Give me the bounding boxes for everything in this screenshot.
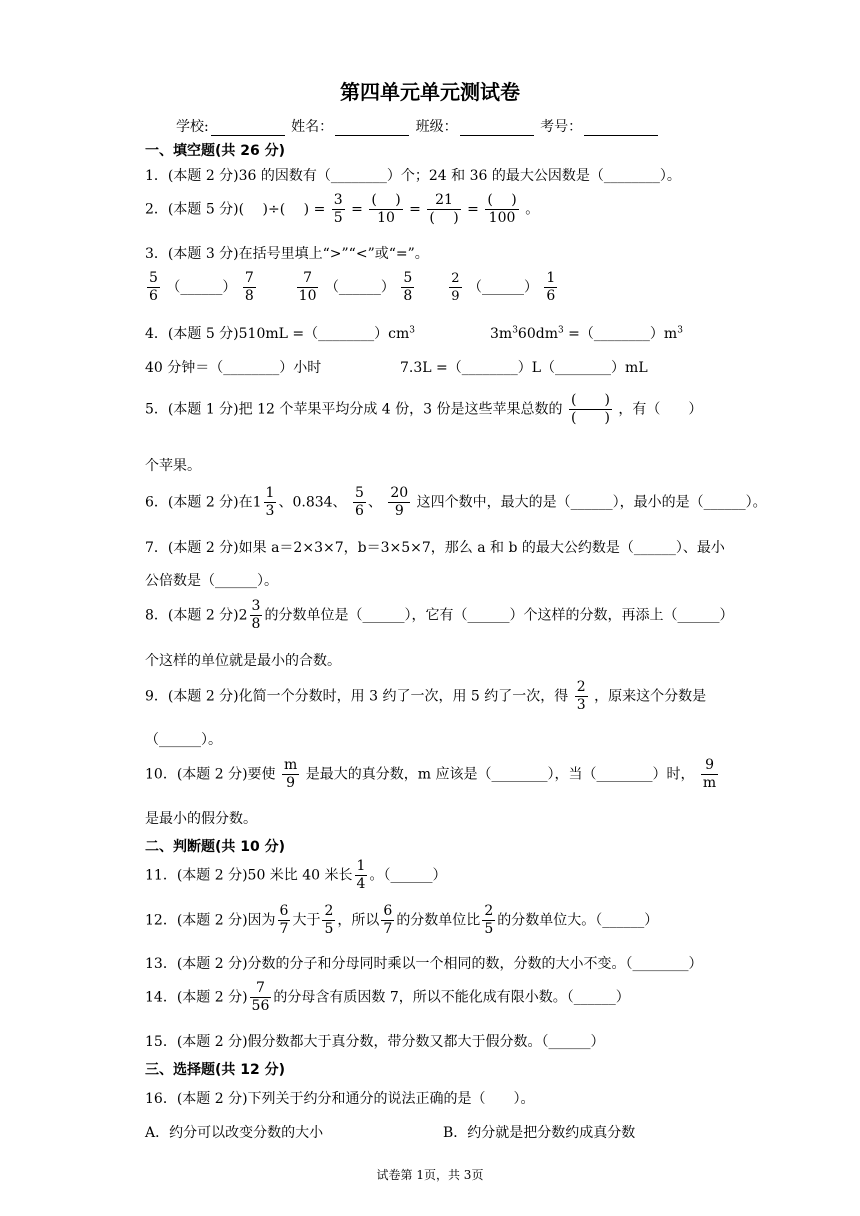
student-info (176, 116, 660, 136)
fraction-denominator: 7 (279, 921, 289, 937)
question-8 (145, 598, 733, 633)
fraction-numerator: ( ) (487, 192, 517, 208)
q4-part-a: 4．(本题 5 分)510mL =（________）cm (145, 326, 410, 342)
question-14 (145, 980, 630, 1015)
question-4-line2-a: 40 分钟＝（________）小时 (145, 360, 322, 376)
fraction-denominator: 8 (403, 288, 413, 304)
fraction-denominator: ( ) (570, 410, 610, 426)
fraction-denominator: 9 (451, 289, 460, 304)
fraction-numerator: 7 (250, 980, 272, 998)
fraction-numerator: 7 (297, 270, 319, 288)
q11-text: 11．(本题 2 分)50 米比 40 米长 (145, 867, 353, 884)
superscript: 3 (409, 325, 415, 336)
page-title: 第四单元单元测试卷 (340, 80, 520, 104)
equals-sign: = (467, 201, 479, 218)
fraction-denominator: 3 (576, 697, 586, 713)
fraction-denominator: 6 (546, 288, 556, 304)
fraction-denominator: 10 (298, 288, 317, 304)
question-12 (145, 903, 658, 938)
q12-text-e: 的分数单位大。（______） (497, 912, 659, 929)
q4-b2: 60dm (517, 326, 558, 342)
fraction-numerator: 6 (279, 903, 289, 919)
question-9-cont: （______）。 (145, 732, 222, 748)
equals-sign: = (351, 201, 363, 218)
q12-text: 12．(本题 2 分)因为 (145, 912, 276, 929)
section-true-false: 二、判断题(共 10 分) (145, 839, 286, 855)
question-3: 3．(本题 3 分)在括号里填上“>”“<”或“=”。 (145, 246, 429, 262)
q14-text-b: 的分母含有质因数 7，所以不能化成有限小数。（______） (273, 989, 630, 1006)
question-16: 16．(本题 2 分)下列关于约分和通分的说法正确的是（ ）。 (145, 1091, 535, 1107)
school-blank[interactable] (211, 121, 285, 136)
page-footer: 试卷第 1页，共 3页 (376, 1168, 484, 1182)
q8-text-b: 的分数单位是（______），它有（______）个这样的分数，再添上（______） (264, 607, 734, 624)
name-label: 姓名： (291, 119, 334, 135)
fraction-denominator: 7 (383, 921, 393, 937)
superscript: 3 (512, 325, 518, 336)
q16-option-b[interactable]: B．约分就是把分数约成真分数 (443, 1125, 636, 1141)
fraction-denominator: 6 (355, 503, 364, 519)
q9-text: 9．(本题 2 分)化简一个分数时，用 3 约了一次，用 5 约了一次，得 (145, 688, 569, 705)
section-multiple-choice: 三、选择题(共 12 分) (145, 1062, 286, 1078)
superscript: 3 (677, 325, 683, 336)
q10-text: 10．(本题 2 分)要使 (145, 766, 276, 783)
fraction-numerator: ( ) (570, 392, 610, 408)
exam-no-blank[interactable] (584, 121, 658, 136)
fraction-numerator: 3 (333, 192, 343, 208)
name-blank[interactable] (335, 121, 409, 136)
section-fill-blank: 一、填空题(共 26 分) (145, 143, 286, 159)
question-5-cont: 个苹果。 (145, 458, 201, 474)
fraction-denominator: 8 (251, 616, 261, 632)
q12-text-c: ，所以 (337, 912, 380, 929)
question-1: 1．(本题 2 分)36 的因数有（________）个；24 和 36 的最大公因数是（________）。 (145, 168, 681, 184)
q10-text-b: 是最大的真分数，m 应该是（________），当（________）时， (305, 766, 695, 783)
q11-text-b: 。（______） (369, 867, 447, 884)
question-15: 15．(本题 2 分)假分数都大于真分数，带分数又都大于假分数。（______） (145, 1034, 605, 1050)
question-13: 13．(本题 2 分)分数的分子和分母同时乘以一个相同的数，分数的大小不变。（________） (145, 956, 703, 972)
q12-text-d: 的分数单位比 (396, 912, 481, 929)
superscript: 3 (557, 325, 564, 336)
q9-text-b: ，原来这个分数是 (594, 688, 707, 705)
question-4-part-b (490, 323, 683, 343)
fraction-numerator: 9 (701, 757, 718, 775)
fraction-numerator: 3 (251, 598, 261, 614)
compare-blank[interactable]: （______） (324, 279, 395, 296)
class-blank[interactable] (460, 121, 534, 136)
fraction-denominator: 4 (356, 876, 366, 892)
compare-blank[interactable]: （______） (166, 279, 237, 296)
fraction-numerator: 2 (484, 903, 494, 919)
fraction-denominator: 8 (244, 288, 254, 304)
question-11 (145, 858, 446, 893)
q2-text: 2．(本题 5 分)( )÷( ) = (145, 201, 326, 218)
fraction-numerator: 20 (390, 485, 409, 501)
fraction-numerator: m (284, 757, 298, 773)
fraction-denominator: 9 (286, 775, 296, 791)
fraction-numerator: 5 (403, 270, 413, 286)
fraction-numerator: 2 (576, 679, 586, 695)
equals-sign: = (409, 201, 421, 218)
q8-text: 8．(本题 2 分)2 (145, 607, 248, 624)
fraction-numerator: 5 (149, 270, 158, 286)
fraction-denominator: 5 (333, 210, 343, 226)
q2-end: 。 (525, 201, 540, 218)
question-4 (145, 323, 415, 343)
question-10-cont: 是最小的假分数。 (145, 811, 257, 827)
class-label: 班级： (415, 119, 458, 135)
question-8-cont: 个这样的单位就是最小的合数。 (145, 653, 341, 669)
fraction-numerator: 7 (244, 270, 254, 286)
fraction-numerator: 6 (383, 903, 393, 919)
compare-blank[interactable]: （______） (467, 279, 538, 296)
fraction-numerator: 1 (546, 270, 556, 286)
fraction-denominator: 5 (324, 921, 334, 937)
fraction-numerator: 5 (355, 485, 364, 501)
question-5 (145, 392, 702, 427)
q4-b3: =（________）m (563, 326, 678, 342)
question-3-comparisons (145, 270, 559, 305)
q5-text: 5．(本题 1 分)把 12 个苹果平均分成 4 份，3 份是这些苹果总数的 (145, 401, 563, 418)
question-7-cont: 公倍数是（______）。 (145, 573, 278, 589)
q6-text-d: 这四个数中，最大的是（______），最小的是（______）。 (416, 494, 767, 511)
exam-no-label: 考号： (540, 119, 583, 135)
fraction-denominator: 9 (394, 503, 404, 519)
question-7: 7．(本题 2 分)如果 a＝2×3×7，b＝3×5×7，那么 a 和 b 的最大公约数是（______）、最小 (145, 540, 725, 556)
fraction-denominator: 10 (377, 210, 395, 226)
fraction-numerator: 2 (451, 271, 460, 286)
question-9 (145, 679, 706, 714)
fraction-denominator: m (702, 775, 717, 791)
q16-option-a[interactable]: A．约分可以改变分数的大小 (145, 1125, 324, 1141)
question-2 (145, 192, 539, 227)
fraction-denominator: 100 (488, 210, 516, 226)
q14-text: 14．(本题 2 分) (145, 989, 248, 1006)
fraction-denominator: 3 (265, 503, 275, 519)
q5-text-b: ，有（ ） (618, 401, 703, 418)
school-label: 学校: (176, 119, 209, 135)
question-10 (145, 757, 720, 792)
question-4-line2-b: 7.3L =（________）L（________）mL (400, 360, 648, 376)
q6-text-c: 、 (367, 494, 382, 511)
fraction-denominator: ( ) (429, 210, 459, 226)
fraction-numerator: ( ) (371, 192, 401, 208)
q4-b1: 3m (490, 326, 513, 342)
q12-text-b: 大于 (292, 912, 321, 929)
fraction-numerator: 21 (427, 192, 460, 210)
fraction-denominator: 56 (251, 998, 270, 1014)
q6-text-b: 、0.834、 (278, 494, 347, 511)
fraction-numerator: 2 (324, 903, 334, 919)
fraction-denominator: 5 (484, 921, 494, 937)
fraction-numerator: 1 (356, 858, 366, 874)
question-6 (145, 485, 767, 520)
q6-text: 6．(本题 2 分)在1 (145, 494, 262, 511)
fraction-denominator: 6 (149, 288, 158, 304)
fraction-numerator: 1 (265, 485, 275, 501)
